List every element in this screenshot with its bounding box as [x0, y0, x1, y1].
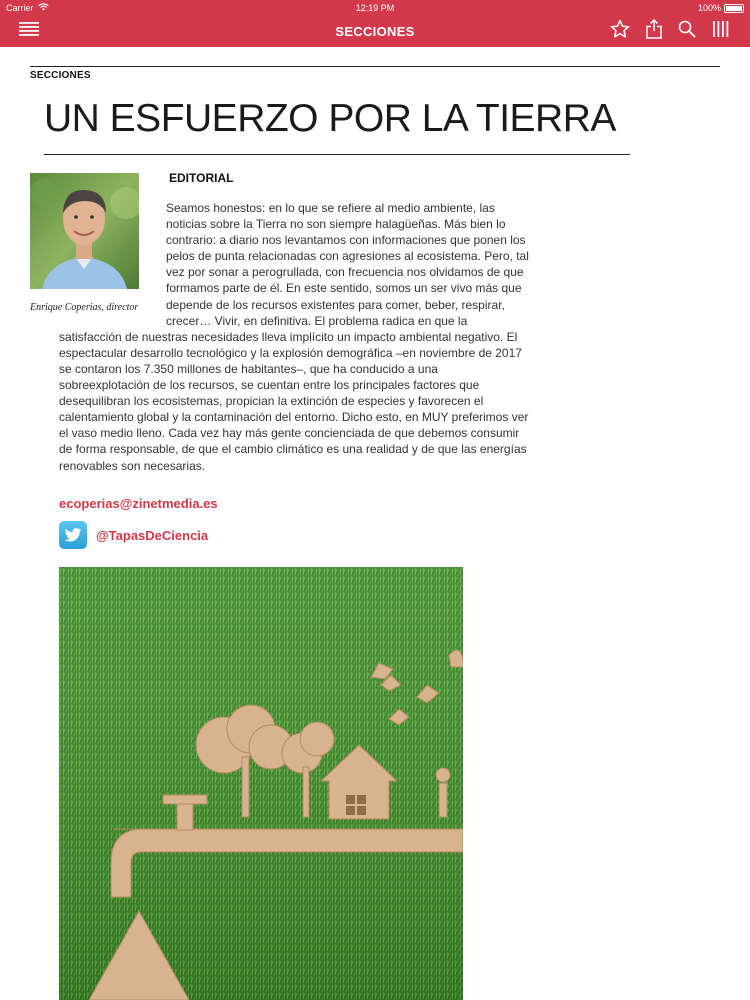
library-button[interactable]	[709, 20, 733, 42]
article-body	[59, 200, 529, 474]
battery-label: 100%	[697, 3, 721, 13]
clock-label: 12:19 PM	[355, 3, 395, 13]
battery-icon	[724, 4, 744, 13]
article-headline: UN ESFUERZO POR LA TIERRA	[44, 97, 616, 140]
section-label: SECCIONES	[30, 70, 91, 81]
status-bar	[0, 0, 750, 16]
nav-bar	[0, 16, 750, 47]
star-icon	[610, 19, 630, 44]
headline-rule	[44, 154, 630, 155]
author-email-link[interactable]: ecoperias@zinetmedia.es	[59, 496, 218, 511]
search-icon	[678, 20, 696, 43]
twitter-icon[interactable]	[59, 521, 87, 549]
section-rule	[30, 66, 720, 67]
favorite-button[interactable]	[608, 20, 632, 42]
feature-image	[59, 567, 463, 1000]
nav-title: SECCIONES	[335, 24, 415, 39]
carrier-label: Carrier	[6, 3, 34, 13]
photo-wrap-spacer	[59, 200, 166, 327]
twitter-handle-link[interactable]: @TapasDeCiencia	[96, 528, 209, 543]
share-icon	[645, 19, 663, 44]
article-kicker: EDITORIAL	[169, 171, 234, 185]
library-icon	[712, 20, 730, 43]
search-button[interactable]	[675, 20, 699, 42]
photo-caption: Enrique Coperias, director	[30, 302, 139, 313]
article-body-text: Seamos honestos: en lo que se refiere al medio ambiente, las noticias sobre la Tierra no son siempre halagüeñas. Más bien lo contrario: a diario nos levantamos con informaciones que ponen los pelos de punta relacionadas con agresiones al ecosistema. Pero, tal vez por sonar a perogrullada, con frecuencia nos olvidamos de que formamos parte de él. En este sentido, somos un ser vivo más que depende de los recursos existentes para comer, beber, respirar, crecer… Vivir, en definitiva. El problema radica en que la satisfacción de nuestras necesidades lleva implícito un impacto ambiental negativo. El espectacular desarrollo tecnológico y la explosión demográfica –en noviembre de 2017 se contaron los 7.350 millones de habitantes–, que ha conducido a una sobreexplotación de los recursos, se cuentan entre los principales factores que desequilibran los ecosistemas, propician la extinción de especies y favorecen el calentamiento global y la contaminación del entorno. Dicho esto, en MUY preferimos ver el vaso medio lleno. Cada vez hay más gente concienciada de que debemos consumir de forma responsable, de que el cambio climático es una realidad y de que las energías renovables son necesarias.	[59, 201, 529, 473]
share-button[interactable]	[642, 20, 666, 42]
